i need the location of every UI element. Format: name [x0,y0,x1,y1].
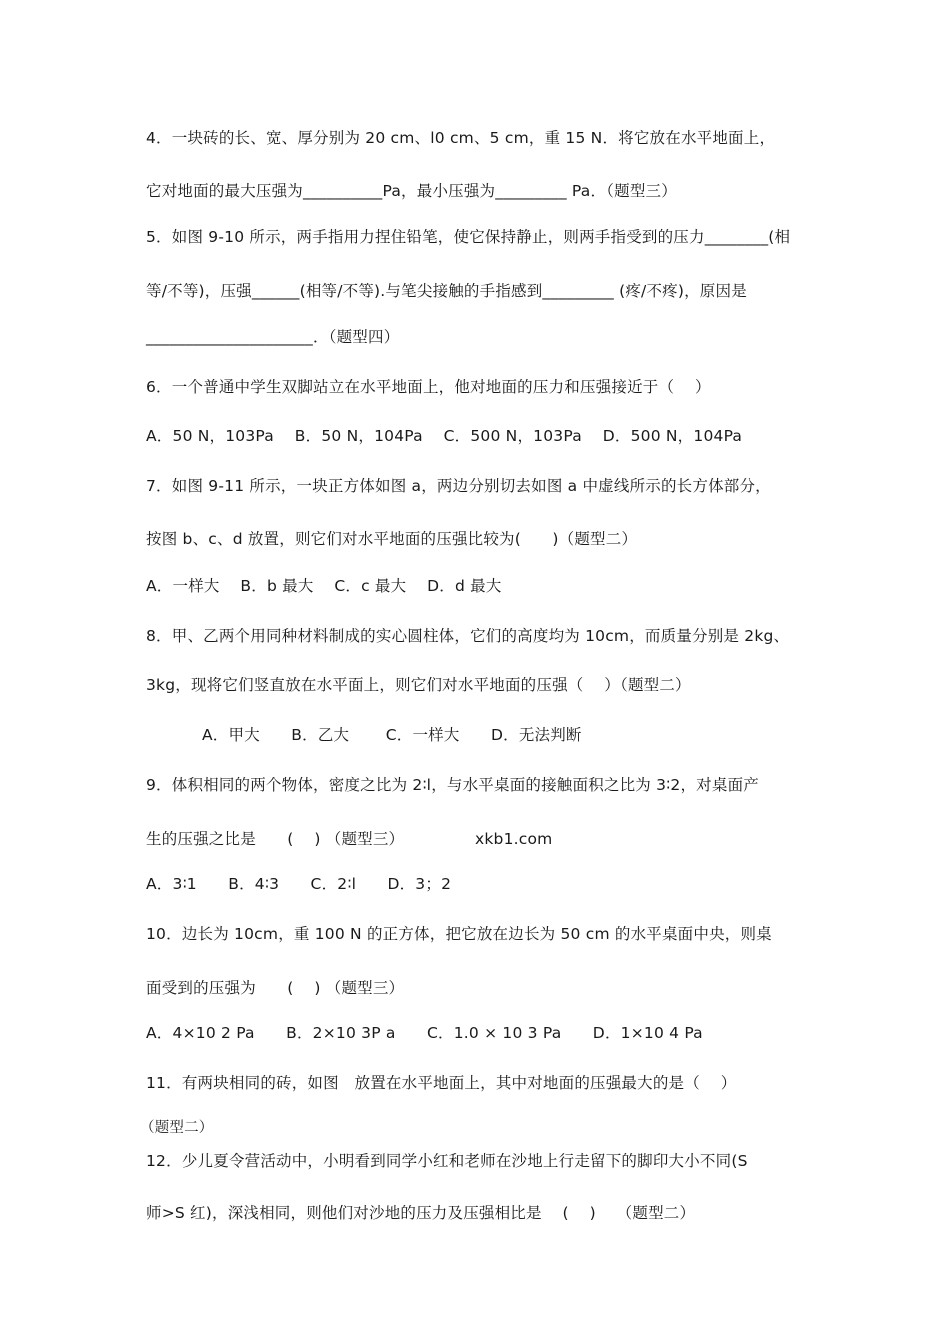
q11-line-1: 11．有两块相同的砖，如图 放置在水平地面上，其中对地面的压强最大的是（ ） [146,1074,737,1092]
q10-options: A．4×10 2 Pa B．2×10 3P a C．1.0 × 10 3 Pa D．1×10 4 Pa [146,1024,703,1042]
q12-line-1: 12．少儿夏令营活动中，小明看到同学小红和老师在沙地上行走留下的脚印大小不同(S [146,1152,748,1170]
q9-options: A．3∶1 B．4∶3 C．2∶l D．3；2 [146,875,452,893]
q6-line-1: 6．一个普通中学生双脚站立在水平地面上，他对地面的压力和压强接近于（ ） [146,378,711,396]
q4-line-2: 它对地面的最大压强为__________Pa，最小压强为_________ Pa．（题型三） [146,182,677,200]
q6-options: A．50 N，103Pa B．50 N，104Pa C．500 N，103Pa D．500 N，104Pa [146,427,743,445]
q10-line-1: 10．边长为 10cm，重 100 N 的正方体，把它放在边长为 50 cm 的水平桌面中央，则桌 [146,925,772,943]
q8-line-2: 3kg，现将它们竖直放在水平面上，则它们对水平地面的压强（ ）（题型二） [146,676,691,694]
q5-line-1: 5．如图 9-10 所示，两手指用力捏住铅笔，使它保持静止，则两手指受到的压力________(相 [146,228,791,246]
q11-line-2: （题型二） [140,1120,214,1136]
q10-line-2: 面受到的压强为 ( ) （题型三） [146,979,405,997]
q7-line-2: 按图 b、c、d 放置，则它们对水平地面的压强比较为( )（题型二） [146,530,638,548]
q9-line-2: 生的压强之比是 ( ) （题型三） xkb1.com [146,830,553,848]
q8-line-1: 8．甲、乙两个用同种材料制成的实心圆柱体，它们的高度均为 10cm，而质量分别是 2kg、 [146,627,790,645]
q12-line-2: 师>S 红)，深浅相同，则他们对沙地的压力及压强相比是 ( ) （题型二） [146,1204,696,1222]
q4-line-1: 4．一块砖的长、宽、厚分别为 20 cm、l0 cm、5 cm，重 15 N．将它放在水平地面上， [146,129,776,147]
q5-line-3: _____________________．（题型四） [146,328,400,346]
q8-options: A．甲大 B．乙大 C．一样大 D．无法判断 [202,726,582,744]
q9-line-1: 9．体积相同的两个物体，密度之比为 2∶l，与水平桌面的接触面积之比为 3∶2，对桌面产 [146,776,759,794]
q5-line-2: 等/不等)，压强______(相等/不等).与笔尖接触的手指感到_________ (疼/不疼)，原因是 [146,282,747,300]
q7-line-1: 7．如图 9-11 所示，一块正方体如图 a，两边分别切去如图 a 中虚线所示的长方体部分， [146,477,771,495]
q7-options: A．一样大 B．b 最大 C．c 最大 D．d 最大 [146,577,502,595]
